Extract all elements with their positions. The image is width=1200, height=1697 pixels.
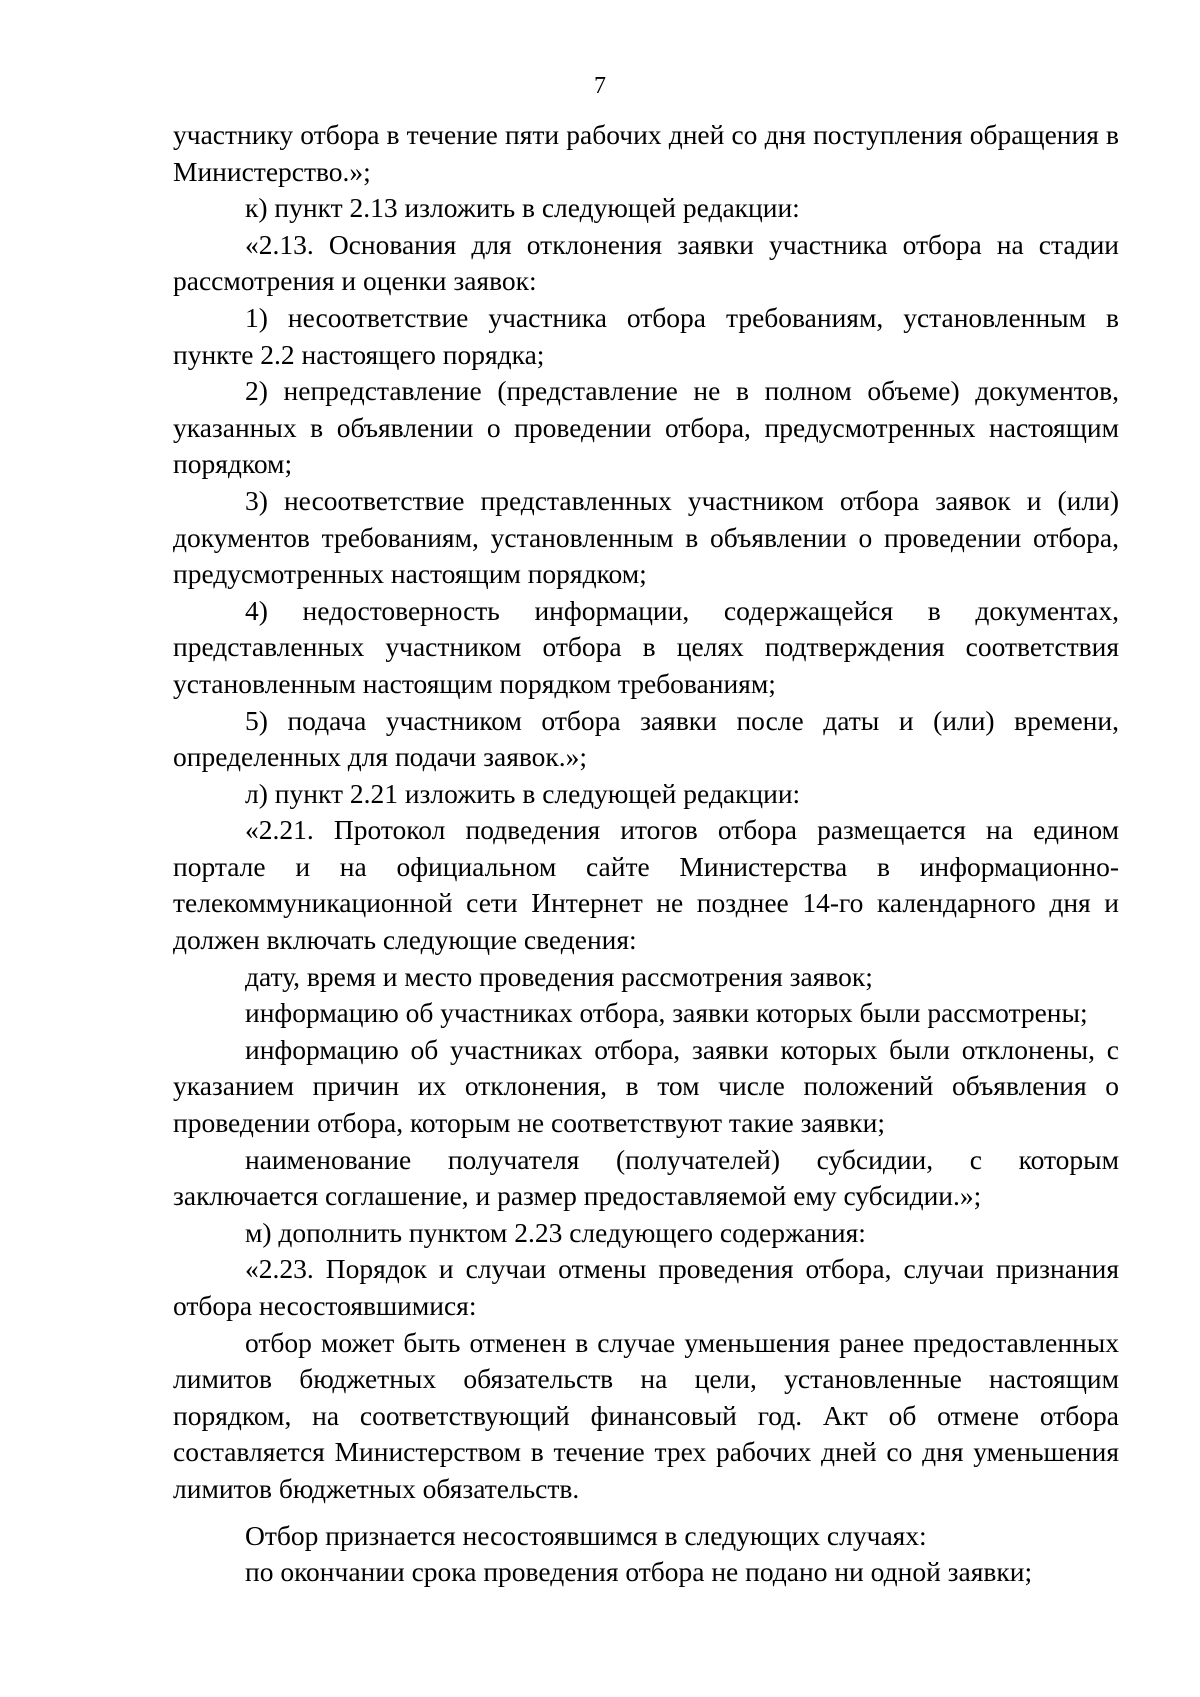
paragraph: «2.13. Основания для отклонения заявки участника отбора на стадии рассмотрения и оценки заявок:: [173, 228, 1119, 297]
paragraph: информацию об участниках отбора, заявки которых были рассмотрены;: [245, 997, 1088, 1029]
paragraph: м) дополнить пунктом 2.23 следующего содержания:: [245, 1216, 866, 1248]
paragraph: к) пункт 2.13 изложить в следующей редакции:: [245, 192, 800, 224]
paragraph: по окончании срока проведения отбора не подано ни одной заявки;: [245, 1556, 1033, 1588]
paragraph: «2.21. Протокол подведения итогов отбора размещается на едином портале и на официальном сайте Министерства в информационно-телекоммуникационной сети Интернет не позднее 14-го календарного дня и должен включать следующие сведения:: [173, 814, 1119, 956]
paragraph: информацию об участниках отбора, заявки которых были отклонены, с указанием причин их отклонения, в том числе положений объявления о проведении отбора, которым не соответствуют такие заявки;: [173, 1033, 1119, 1139]
document-text: [173, 117, 1119, 1591]
paragraph: дату, время и место проведения рассмотрения заявок;: [245, 960, 873, 992]
paragraph: «2.23. Порядок и случаи отмены проведения отбора, случаи признания отбора несостоявшимися:: [173, 1253, 1119, 1321]
paragraph: л) пункт 2.21 изложить в следующей редакции:: [245, 777, 801, 809]
paragraph: 4) недостоверность информации, содержащейся в документах, представленных участником отбора в целях подтверждения соответствия установленным настоящим порядком требованиям;: [173, 594, 1119, 699]
page-number: 7: [594, 73, 606, 99]
paragraph: Отбор признается несостоявшимся в следующих случаях:: [245, 1519, 927, 1551]
paragraph: наименование получателя (получателей) субсидии, с которым заключается соглашение, и размер предоставляемой ему субсидии.»;: [173, 1143, 1119, 1212]
paragraph: 2) непредставление (представление не в полном объеме) документов, указанных в объявлении о проведении отбора, предусмотренных настоящим порядком;: [173, 375, 1119, 480]
paragraph: 5) подача участником отбора заявки после даты и (или) времени, определенных для подачи заявок.»;: [173, 704, 1119, 773]
paragraph: участнику отбора в течение пяти рабочих дней со дня поступления обращения в Министерство.»;: [173, 119, 1119, 187]
paragraph: 1) несоответствие участника отбора требованиям, установленным в пункте 2.2 настоящего порядка;: [173, 301, 1119, 370]
paragraph: 3) несоответствие представленных участником отбора заявок и (или) документов требованиям, установленным в объявлении о проведении отбора, предусмотренных настоящим порядком;: [173, 484, 1119, 590]
paragraph: отбор может быть отменен в случае уменьшения ранее предоставленных лимитов бюджетных обязательств на цели, установленные настоящим порядком, на соответствующий финансовый год. Акт об отмене отбора составляется Министерством в течение трех рабочих дней со дня уменьшения лимитов бюджетных обязательств.: [173, 1326, 1119, 1504]
